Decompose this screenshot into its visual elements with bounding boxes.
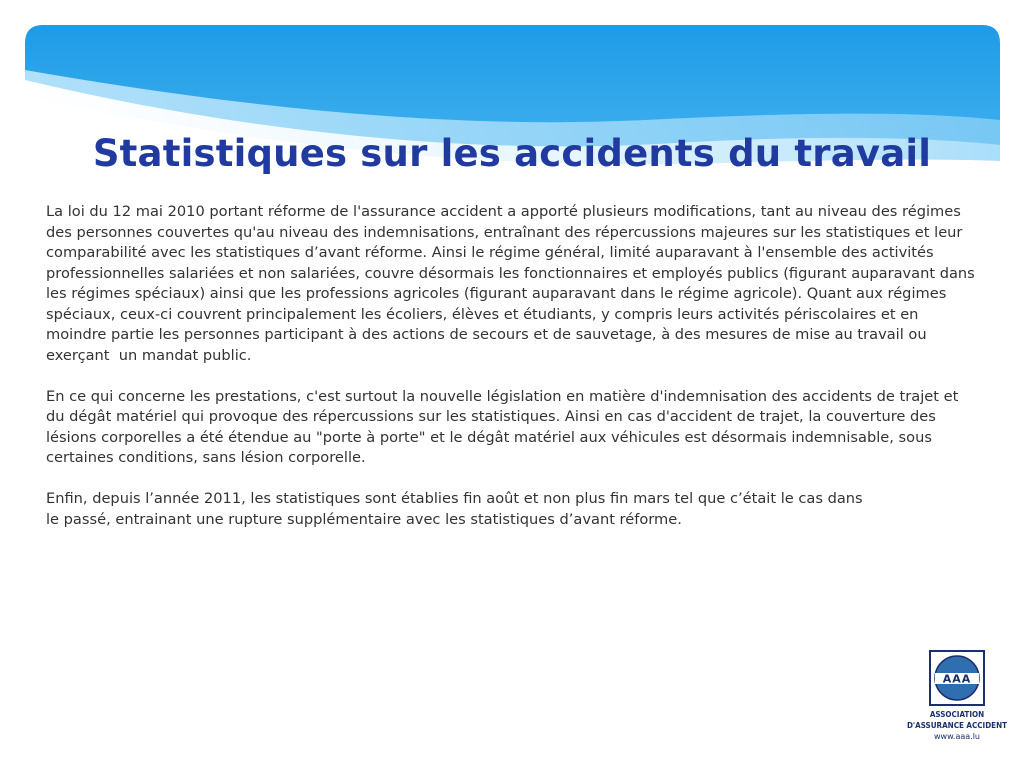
aaa-logo — [900, 650, 1014, 750]
page-title: Statistiques sur les accidents du travail — [92, 132, 932, 175]
paragraph-benefits: En ce qui concerne les prestations, c'est surtout la nouvelle législation en matière d'indemnisation des accidents de trajet et du dégât matériel qui provoque des répercussions sur les statistiques. Ainsi en cas d'accident de trajet, la couverture des lésions corporelles a été étendue au "porte à porte" et le dégât matériel aux véhicules est désormais indemnisable, sous certaines conditions, sans lésion corporelle. — [46, 387, 963, 466]
aaa-logo-letters: AAA — [942, 672, 972, 686]
logo-line-assurance: D'ASSURANCE ACCIDENT — [906, 721, 1008, 730]
paragraph-statistics-date: Enfin, depuis l’année 2011, les statistiques sont établies fin août et non plus fin mars tel que c’était le cas dans le passé, entrainant une rupture supplémentaire avec les statistiques d’avant réforme. — [46, 490, 868, 528]
aaa-logo-mark — [929, 650, 985, 706]
logo-website: www.aaa.lu — [934, 732, 980, 741]
paragraph-reform-scope: La loi du 12 mai 2010 portant réforme de l'assurance accident a apporté plusieurs modifications, tant au niveau des régimes des personnes couvertes qu'au niveau des indemnisations, entraînant des répercussions majeures sur les statistiques et leur comparabilité avec les statistiques d’avant réforme. Ainsi le régime général, limité auparavant à l'ensemble des activités professionnelles salariées et non salariées, couvre désormais les fonctionnaires et employés publics (figurant auparavant dans les régimes spéciaux) ainsi que les professions agricoles (figurant auparavant dans le régime agricole). Quant aux régimes spéciaux, ceux-ci couvrent principalement les écoliers, élèves et étudiants, y compris leurs activités périscolaires et en moindre partie les personnes participant à des actions de secours et de sauvetage, à des mesures de mise au travail ou exerçant un mandat public. — [46, 203, 980, 364]
logo-line-association: ASSOCIATION — [929, 710, 985, 719]
body-text — [46, 202, 980, 551]
